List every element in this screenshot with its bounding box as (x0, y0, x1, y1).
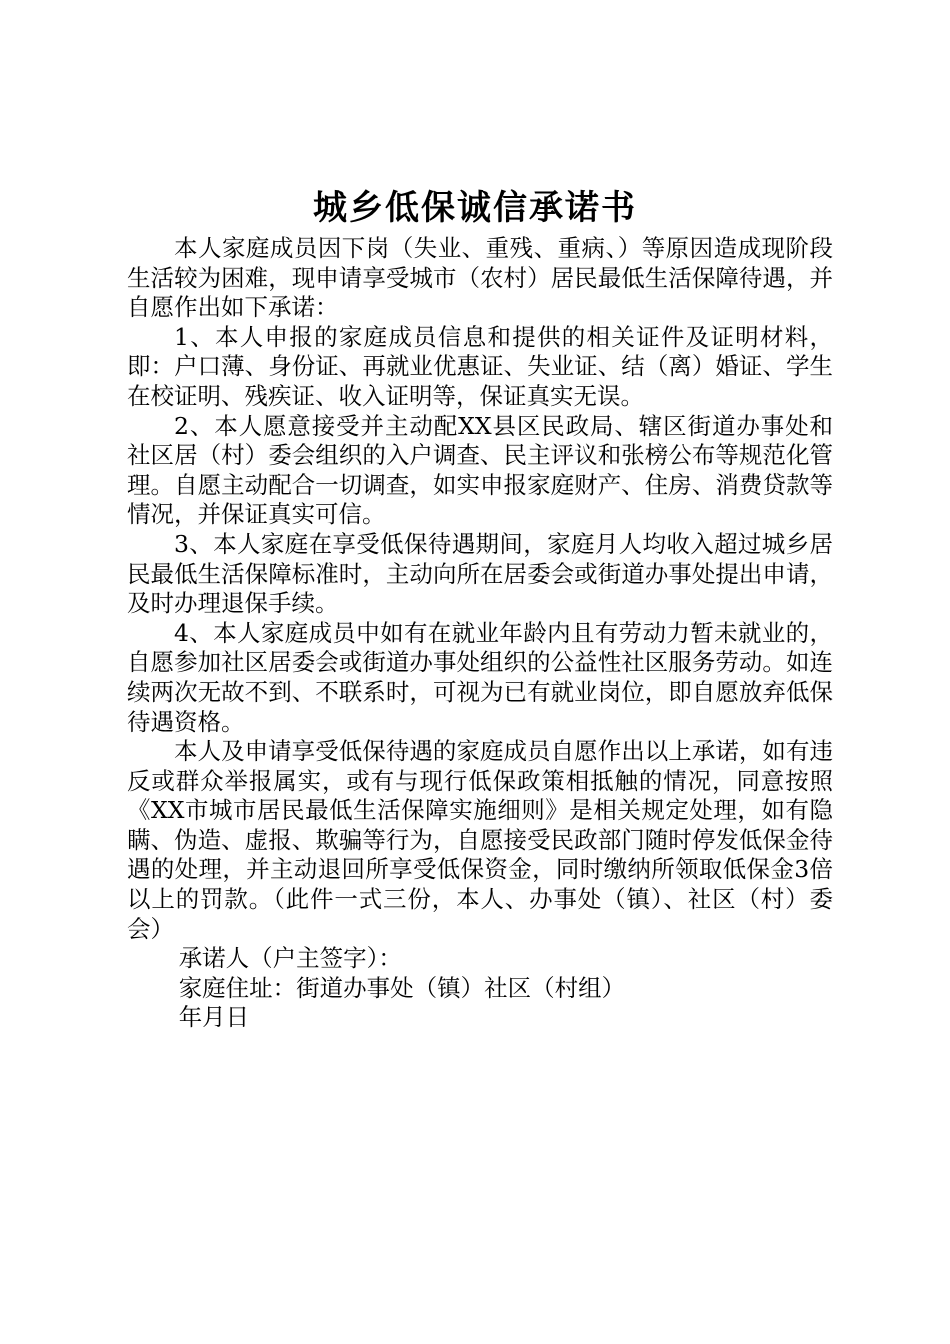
commitment-item-4: 4、本人家庭成员中如有在就业年龄内且有劳动力暂未就业的，自愿参加社区居委会或街道办事处组织的公益性社区服务劳动。如连续两次无故不到、不联系时，可视为已有就业岗位，即自愿放弃低保待遇资格。 (127, 618, 833, 736)
commitment-item-1: 1、本人申报的家庭成员信息和提供的相关证件及证明材料，即：户口薄、身份证、再就业优惠证、失业证、结（离）婚证、学生在校证明、残疾证、收入证明等，保证真实无误。 (127, 322, 833, 410)
signer-line: 承诺人（户主签字）： (178, 944, 402, 973)
intro-paragraph: 本人家庭成员因下岗（失业、重残、重病、）等原因造成现阶段生活较为困难，现申请享受城市（农村）居民最低生活保障待遇，并自愿作出如下承诺： (127, 234, 833, 322)
commitment-item-3: 3、本人家庭在享受低保待遇期间，家庭月人均收入超过城乡居民最低生活保障标准时，主动向所在居委会或街道办事处提出申请，及时办理退保手续。 (127, 529, 833, 618)
document-title: 城乡低保诚信承诺书 (313, 188, 637, 228)
document-body (127, 234, 833, 1033)
address-line: 家庭住址：街道办事处（镇）社区（村组） (178, 973, 626, 1002)
date-line: 年月日 (178, 1003, 250, 1032)
commitment-item-2: 2、本人愿意接受并主动配XX县区民政局、辖区街道办事处和社区居（村）委会组织的入户调查、民主评议和张榜公布等规范化管理。自愿主动配合一切调查，如实申报家庭财产、住房、消费贷款等情况，并保证真实可信。 (127, 411, 833, 529)
closing-paragraph: 本人及申请享受低保待遇的家庭成员自愿作出以上承诺，如有违反或群众举报属实，或有与现行低保政策相抵触的情况，同意按照《XX市城市居民最低生活保障实施细则》是相关规定处理，如有隐瞒、伪造、虚报、欺骗等行为，自愿接受民政部门随时停发低保金待遇的处理，并主动退回所享受低保资金，同时缴纳所领取低保金3倍以上的罚款。（此件一式三份，本人、办事处（镇）、社区（村）委会） (127, 737, 833, 943)
